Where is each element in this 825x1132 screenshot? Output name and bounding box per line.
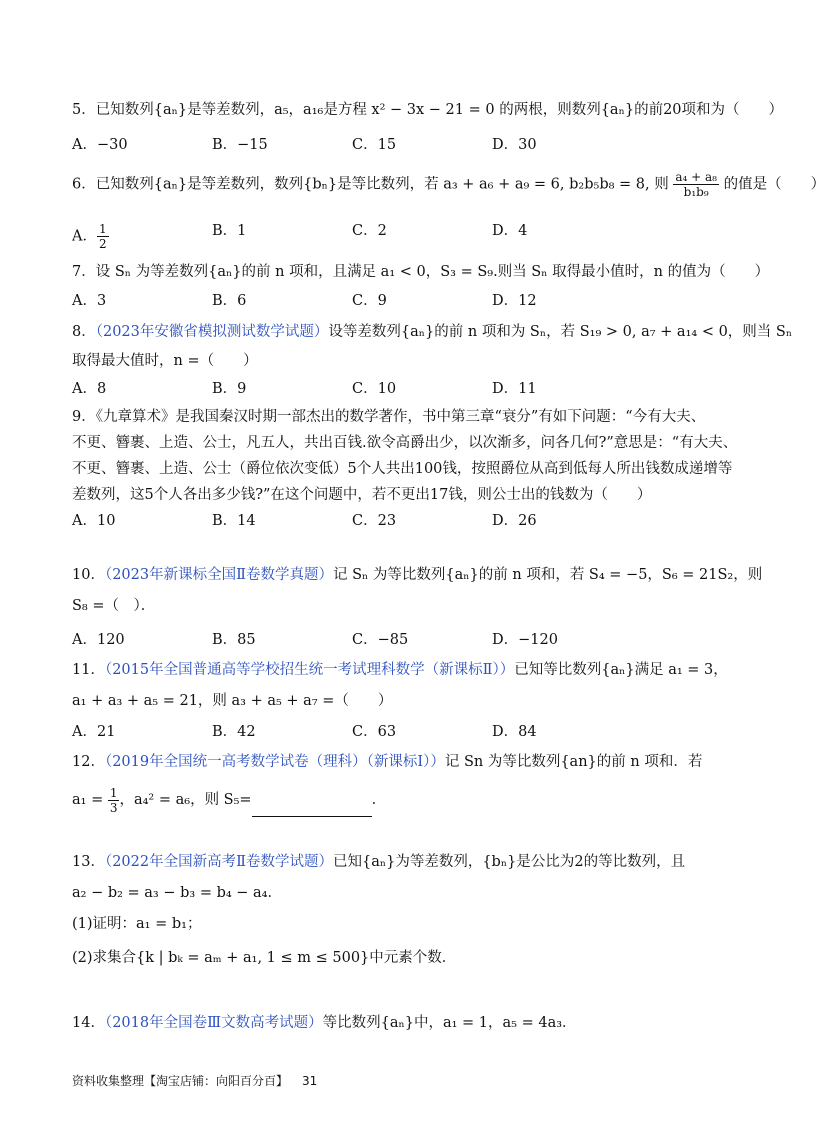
q9-option-b: B．14 bbox=[212, 513, 256, 529]
q10-number: 10． bbox=[72, 567, 105, 583]
q10-stem-a: 记 Sₙ 为等比数列{aₙ}的前 n 项和，若 S₄ = −5，S₆ = 21S₂，则 bbox=[332, 567, 763, 583]
q14-source: （2018年全国卷Ⅲ文数高考试题） bbox=[104, 1015, 323, 1031]
page-footer bbox=[72, 1072, 317, 1089]
q6-fraction-num: a₄ + a₈ bbox=[675, 170, 717, 184]
q7-stem: 7．设 Sₙ 为等差数列{aₙ}的前 n 项和，且满足 a₁ < 0，S₃ = S₉.则当 Sₙ 取得最小值时，n 的值为（ ） bbox=[72, 264, 770, 280]
q14-stem bbox=[72, 1014, 577, 1032]
q8-stem-b: 取得最大值时，n =（ ） bbox=[72, 353, 258, 369]
q8-option-b: B．9 bbox=[212, 381, 247, 397]
q10-stem bbox=[72, 566, 762, 584]
q9-option-d: D．26 bbox=[492, 513, 537, 529]
q12-end: ． bbox=[371, 792, 387, 808]
q6-stem-a: 6．已知数列{aₙ}是等差数列，数列{bₙ}是等比数列，若 a₃ + a₆ + a₉ = 6, b₂b₅b₈ = 8, 则 bbox=[72, 176, 669, 193]
q5-option-b: B．−15 bbox=[212, 137, 268, 153]
q11-stem-a: 已知等比数列{aₙ}满足 a₁ = 3， bbox=[514, 662, 728, 678]
q10-option-b: B．85 bbox=[212, 632, 256, 648]
q6-option-b: B．1 bbox=[212, 223, 247, 239]
q11-option-c: C．63 bbox=[352, 724, 397, 740]
q14-stem-text: 等比数列{aₙ}中，a₁ = 1，a₅ = 4a₃． bbox=[322, 1015, 577, 1031]
q8-stem-a: 设等差数列{aₙ}的前 n 项和为 Sₙ，若 S₁₉ > 0, a₇ + a₁₄ < 0，则当 Sₙ bbox=[328, 324, 793, 340]
q11-option-a: A．21 bbox=[72, 724, 116, 740]
footer-text: 资料收集整理【淘宝店铺：向阳百分百】 bbox=[72, 1074, 289, 1088]
q12-fraction bbox=[108, 786, 120, 815]
q9-option-c: C．23 bbox=[352, 513, 397, 529]
q9-option-a: A．10 bbox=[72, 513, 116, 529]
q11-option-b: B．42 bbox=[212, 724, 256, 740]
q10-stem-b: S₈ =（ ）． bbox=[72, 598, 156, 614]
q6-option-d: D．4 bbox=[492, 223, 528, 239]
q13-source: （2022年全国新高考Ⅱ卷数学试题） bbox=[104, 854, 333, 870]
q13-number: 13． bbox=[72, 854, 105, 870]
q12-source: （2019年全国统一高考数学试卷（理科）（新课标Ⅰ）） bbox=[104, 754, 445, 770]
q13-part-1: (1)证明：a₁ = b₁； bbox=[72, 916, 202, 932]
q9-line-2: 不更、簪裹、上造、公士，凡五人，共出百钱.欲令高爵出少，以次渐多，问各几何?”意思是：“有大夫、 bbox=[72, 435, 738, 451]
q10-source: （2023年新课标全国Ⅱ卷数学真题） bbox=[104, 567, 333, 583]
q7-option-a: A．3 bbox=[72, 293, 107, 309]
q8-option-d: D．11 bbox=[492, 381, 537, 397]
q8-number: 8． bbox=[72, 324, 96, 340]
q6-option-a-num: 1 bbox=[98, 222, 107, 236]
q7-option-b: B．6 bbox=[212, 293, 247, 309]
q9-line-3: 不更、簪裹、上造、公士（爵位依次变低）5个人共出100钱，按照爵位从高到低每人所出钱数成递增等 bbox=[72, 461, 733, 477]
q6-stem bbox=[72, 170, 825, 199]
q12-a1-label: a₁ = bbox=[72, 792, 104, 808]
q8-source: （2023年安徽省模拟测试数学试题） bbox=[95, 324, 329, 340]
q6-fraction bbox=[673, 170, 719, 199]
q8-option-a: A．8 bbox=[72, 381, 107, 397]
q11-source: （2015年全国普通高等学校招生统一考试理科数学（新课标Ⅱ）） bbox=[104, 662, 515, 678]
q12-fraction-num: 1 bbox=[109, 785, 118, 800]
q13-part-2: (2)求集合{k | bₖ = aₘ + a₁, 1 ≤ m ≤ 500}中元素个数． bbox=[72, 950, 457, 966]
q8-stem bbox=[72, 323, 792, 341]
q5-option-d: D．30 bbox=[492, 137, 537, 153]
q5-option-c: C．15 bbox=[352, 137, 397, 153]
q8-option-c: C．10 bbox=[352, 381, 397, 397]
q7-option-d: D．12 bbox=[492, 293, 537, 309]
page-number: 31 bbox=[302, 1074, 318, 1088]
q11-stem-b: a₁ + a₃ + a₅ = 21，则 a₃ + a₅ + a₇ =（ ） bbox=[72, 693, 393, 709]
q5-stem: 5．已知数列{aₙ}是等差数列，a₅，a₁₆是方程 x² − 3x − 21 = 0 的两根，则数列{aₙ}的前20项和为（ ） bbox=[72, 102, 784, 118]
q12-fraction-den: 3 bbox=[109, 800, 118, 815]
q12-stem bbox=[72, 753, 702, 771]
q6-option-c: C．2 bbox=[352, 223, 387, 239]
q10-option-d: D．−120 bbox=[492, 632, 558, 648]
q12-answer-blank[interactable] bbox=[252, 802, 372, 817]
q14-number: 14． bbox=[72, 1015, 105, 1031]
q9-line-1: 9．《九章算术》是我国秦汉时期一部杰出的数学著作，书中第三章“衰分”有如下问题：“今有大夫、 bbox=[72, 409, 706, 425]
q6-option-a-label: A． bbox=[72, 228, 97, 245]
q12-number: 12． bbox=[72, 754, 105, 770]
q12-stem-a: 记 Sn 为等比数列{an}的前 n 项和．若 bbox=[444, 754, 703, 770]
q6-option-a-fraction bbox=[97, 222, 109, 251]
q6-option-a bbox=[72, 222, 109, 251]
q13-stem-b: a₂ − b₂ = a₃ − b₃ = b₄ − a₄． bbox=[72, 885, 282, 901]
q12-stem-b bbox=[72, 783, 386, 817]
q10-option-a: A．120 bbox=[72, 632, 125, 648]
q13-stem-a: 已知{aₙ}为等差数列，{bₙ}是公比为2的等比数列，且 bbox=[332, 854, 686, 870]
q9-line-4: 差数列，这5个人各出多少钱?”在这个问题中，若不更出17钱，则公士出的钱数为（ ） bbox=[72, 487, 652, 503]
q13-stem bbox=[72, 853, 685, 871]
q6-option-a-den: 2 bbox=[98, 237, 107, 251]
q12-condition: ，a₄² = a₆，则 S₅= bbox=[119, 792, 252, 808]
q10-option-c: C．−85 bbox=[352, 632, 409, 648]
q11-stem bbox=[72, 661, 728, 679]
q11-number: 11． bbox=[72, 662, 105, 678]
q6-fraction-den: b₁b₉ bbox=[683, 185, 709, 199]
q7-option-c: C．9 bbox=[352, 293, 387, 309]
q11-option-d: D．84 bbox=[492, 724, 537, 740]
q6-stem-b: 的值是（ ） bbox=[723, 176, 825, 193]
q5-option-a: A．−30 bbox=[72, 137, 128, 153]
